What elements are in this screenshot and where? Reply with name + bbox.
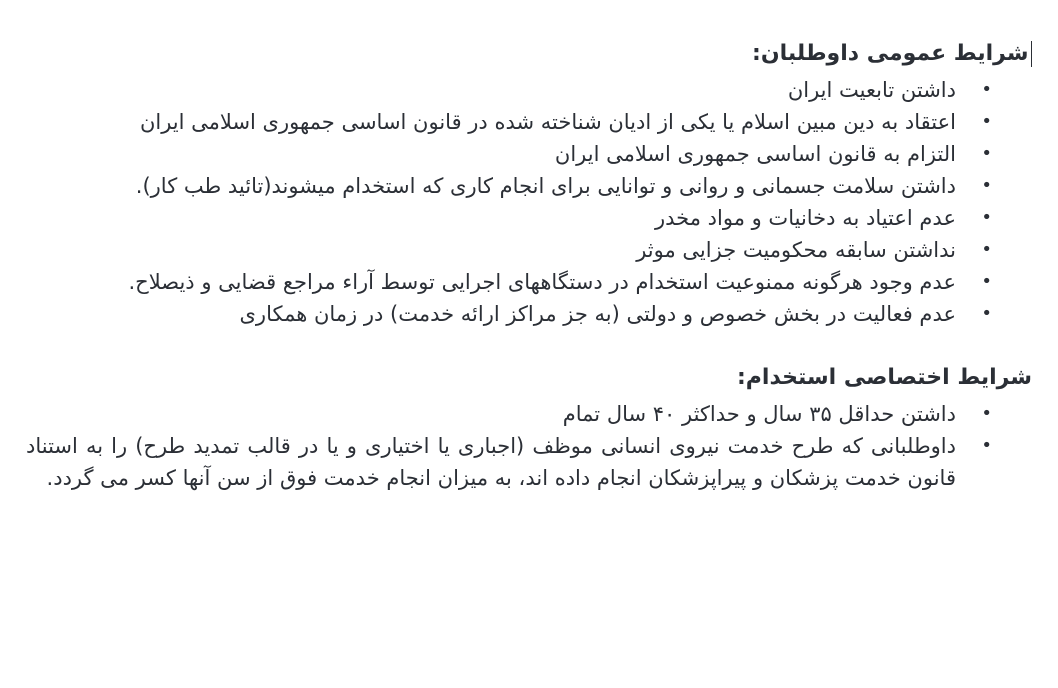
list-item xyxy=(26,398,1032,430)
text-cursor xyxy=(1031,41,1033,67)
bullet-icon: • xyxy=(981,271,992,292)
list-item xyxy=(26,106,1032,138)
specific-conditions-heading xyxy=(26,362,1032,394)
list-item-text: عدم فعالیت در بخش خصوص و دولتی (به جز مراکز ارائه خدمت) در زمان همکاری xyxy=(239,302,956,326)
bullet-icon: • xyxy=(981,303,992,324)
list-item-text: نداشتن سابقه محکومیت جزایی موثر xyxy=(636,238,956,262)
specific-conditions-list xyxy=(26,398,1032,494)
list-item xyxy=(26,430,1032,494)
list-item-text: اعتقاد به دین مبین اسلام یا یکی از ادیان شناخته شده در قانون اساسی جمهوری اسلامی ایران xyxy=(139,110,956,134)
general-conditions-list xyxy=(26,74,1032,330)
specific-conditions-heading-text: شرایط اختصاصی استخدام: xyxy=(736,365,1032,390)
bullet-icon: • xyxy=(981,111,992,132)
bullet-icon: • xyxy=(981,143,992,164)
general-conditions-heading xyxy=(26,38,1032,70)
list-item xyxy=(26,138,1032,170)
list-item xyxy=(26,234,1032,266)
list-item xyxy=(26,298,1032,330)
list-item-text: داشتن سلامت جسمانی و روانی و توانایی برای انجام کاری که استخدام میشوند(تائید طب کار). xyxy=(135,174,956,198)
list-item-text: داشتن تابعیت ایران xyxy=(787,78,956,102)
list-item-text: داوطلبانی که طرح خدمت نیروی انسانی موظف (اجباری یا اختیاری و یا در قالب تمدید طرح) را به استناد قانون خدمت پزشکان و پیراپزشکان انجام داده اند، به میزان انجام خدمت فوق از سن آنها کسر می گردد. xyxy=(26,434,956,490)
list-item xyxy=(26,74,1032,106)
list-item xyxy=(26,170,1032,202)
bullet-icon: • xyxy=(981,79,992,100)
list-item xyxy=(26,266,1032,298)
section-spacer xyxy=(26,330,1032,362)
bullet-icon: • xyxy=(981,175,992,196)
bullet-icon: • xyxy=(981,239,992,260)
list-item-text: عدم وجود هرگونه ممنوعیت استخدام در دستگاههای اجرایی توسط آراء مراجع قضایی و ذیصلاح. xyxy=(128,270,956,294)
bullet-icon: • xyxy=(981,207,992,228)
list-item-text: عدم اعتیاد به دخانیات و مواد مخدر xyxy=(655,206,956,230)
list-item-text: داشتن حداقل ۳۵ سال و حداکثر ۴۰ سال تمام xyxy=(562,402,956,426)
general-conditions-heading-text: شرایط عمومی داوطلبان: xyxy=(752,41,1029,66)
bullet-icon: • xyxy=(981,435,992,456)
list-item xyxy=(26,202,1032,234)
bullet-icon: • xyxy=(981,403,992,424)
list-item-text: التزام به قانون اساسی جمهوری اسلامی ایران xyxy=(554,142,956,166)
